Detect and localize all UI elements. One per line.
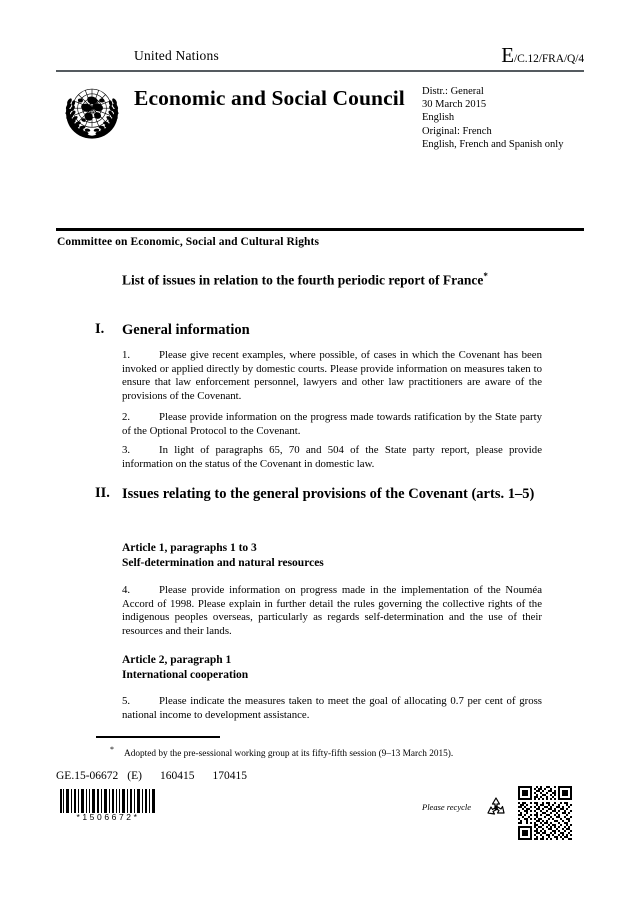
document-symbol	[501, 45, 584, 66]
recycle-icon	[484, 795, 508, 819]
distr-language: English	[422, 112, 455, 124]
paragraph-text: Please provide information on the progress made towards ratification by the State party of the Optional Protocol to the Covenant.	[122, 411, 542, 437]
paragraph	[122, 411, 542, 438]
job-date-2: 170415	[212, 770, 247, 782]
distribution-block	[422, 85, 563, 151]
paragraph-number: 5.	[122, 695, 131, 707]
header-masthead-row	[56, 76, 584, 156]
document-symbol-prefix: E	[501, 43, 515, 67]
paragraph-text: Please give recent examples, where possible, of cases in which the Covenant has been invoked or applied directly by domestic courts. Please provide information on measures taken to ensure that law enforcement personnel, lawyers and other law practitioners are aware of the provisions of the Covenant.	[122, 349, 542, 402]
distr-original: Original: French	[422, 125, 492, 137]
document-header	[56, 43, 584, 68]
paragraph-number: 2.	[122, 411, 131, 423]
job-number-line	[56, 770, 247, 782]
header-thin-rule	[56, 70, 584, 72]
job-date-1: 160415	[159, 770, 195, 782]
paragraph	[122, 444, 542, 471]
title-footnote-mark: *	[483, 271, 488, 281]
paragraph-number: 1.	[122, 349, 131, 361]
recycle-notice	[422, 795, 512, 821]
council-name: Economic and Social Council	[134, 86, 405, 110]
paragraph-text: In light of paragraphs 65, 70 and 504 of the State party report, please provide information on the status of the Covenant in domestic law.	[122, 444, 542, 470]
distr-languages-only: English, French and Spanish only	[422, 138, 564, 150]
distr-line: Distr.: General	[422, 86, 484, 97]
header-top-row	[56, 43, 584, 68]
document-symbol-suffix: /C.12/FRA/Q/4	[514, 53, 584, 65]
paragraph-text: Please provide information on progress made in the implementation of the Nouméa Accord of 1998. Please explain in further detail the rules governing the collective rights of the indigenous peoples overseas, particularly as regards self-determination and the use of their resources and their lands.	[122, 584, 542, 637]
paragraph-number: 4.	[122, 584, 131, 596]
footnote-separator	[96, 736, 220, 738]
subsection-heading	[122, 541, 542, 570]
job-language: (E)	[127, 770, 142, 782]
subsection-topic: International cooperation	[122, 668, 249, 681]
paragraph	[122, 584, 542, 638]
section-number: I.	[95, 321, 105, 337]
subsection-topic: Self-determination and natural resources	[122, 556, 324, 569]
barcode	[60, 789, 156, 813]
header-thick-rule	[56, 228, 584, 231]
subsection-heading	[122, 653, 542, 682]
job-number: GE.15-06672	[56, 770, 119, 782]
organization-name: United Nations	[134, 48, 219, 63]
footnote-mark: *	[110, 745, 114, 754]
subsection-article: Article 1, paragraphs 1 to 3	[122, 542, 257, 554]
paragraph	[122, 349, 542, 403]
page-title	[122, 267, 542, 290]
section-title: Issues relating to the general provisions of the Covenant (arts. 1–5)	[122, 486, 535, 502]
un-emblem	[58, 80, 126, 142]
committee-name: Committee on Economic, Social and Cultural Rights	[57, 236, 320, 248]
section-number: II.	[95, 485, 110, 501]
footnote	[110, 744, 550, 760]
paragraph-number: 3.	[122, 444, 131, 456]
page-title-text: List of issues in relation to the fourth periodic report of France	[122, 272, 484, 288]
section-title: General information	[122, 322, 250, 338]
distr-date: 30 March 2015	[422, 99, 487, 111]
paragraph-text: Please indicate the measures taken to meet the goal of allocating 0.7 per cent of gross national income to development assistance.	[122, 695, 542, 721]
subsection-article: Article 2, paragraph 1	[122, 654, 232, 666]
paragraph	[122, 695, 542, 722]
barcode-text: *1506672*	[76, 812, 140, 822]
recycle-label: Please recycle	[422, 802, 471, 812]
qr-code	[518, 786, 572, 840]
footnote-text: Adopted by the pre-sessional working group at its fifty-fifth session (9–13 March 2015).	[124, 749, 454, 760]
